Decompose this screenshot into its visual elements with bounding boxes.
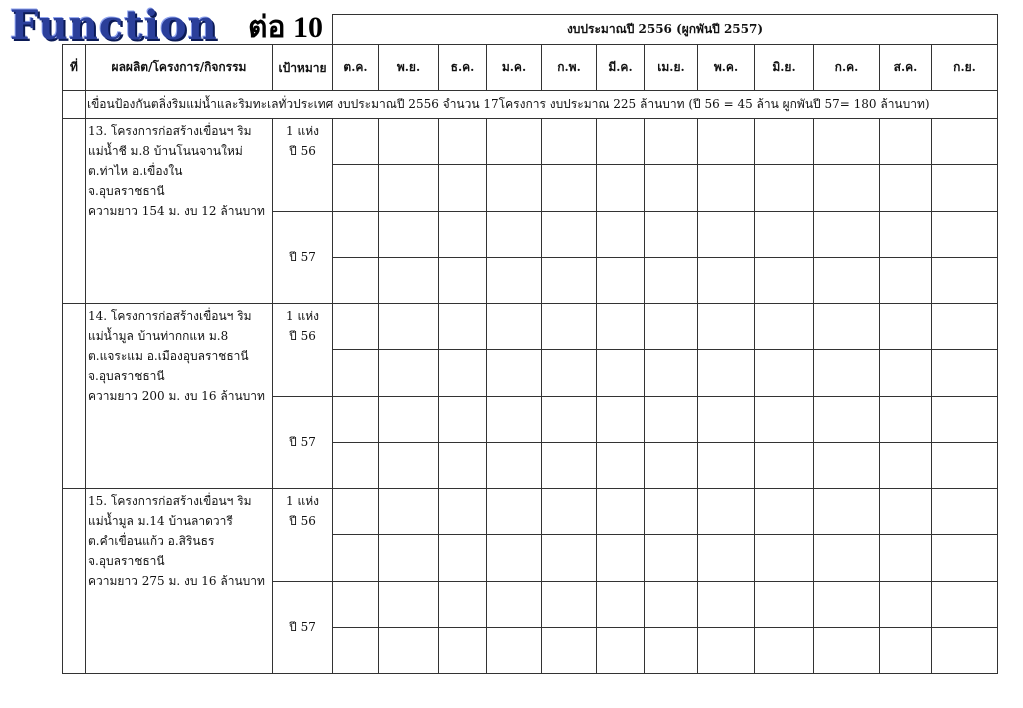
month-cell <box>542 304 597 350</box>
month-cell <box>645 212 698 258</box>
project-no-cell <box>63 119 86 304</box>
target-year-57: ปี 57 <box>273 397 333 489</box>
project-target-56 <box>273 119 333 212</box>
month-cell <box>597 304 645 350</box>
month-cell <box>542 582 597 628</box>
month-cell <box>379 535 439 582</box>
month-cell <box>932 165 998 212</box>
header-target: เป้าหมาย <box>273 45 333 91</box>
month-cell <box>932 258 998 304</box>
month-cell <box>379 397 439 443</box>
month-cell <box>645 350 698 397</box>
month-cell <box>932 397 998 443</box>
month-cell <box>880 350 932 397</box>
header-blank <box>63 15 333 45</box>
month-cell <box>487 119 542 165</box>
month-cell <box>698 165 755 212</box>
month-cell <box>932 119 998 165</box>
table-row <box>63 119 998 165</box>
month-cell <box>487 350 542 397</box>
month-header: มี.ค. <box>597 45 645 91</box>
project-line: 13. โครงการก่อสร้างเขื่อนฯ ริม <box>88 124 252 138</box>
month-cell <box>755 304 814 350</box>
month-cell <box>597 165 645 212</box>
month-cell <box>439 397 487 443</box>
project-line: แม่น้ำมูล ม.14 บ้านลาดวารี <box>88 514 233 528</box>
month-cell <box>645 628 698 674</box>
month-cell <box>542 443 597 489</box>
month-cell <box>645 397 698 443</box>
month-cell <box>379 350 439 397</box>
header-no: ที่ <box>63 45 86 91</box>
month-cell <box>698 628 755 674</box>
month-header: เม.ย. <box>645 45 698 91</box>
month-cell <box>880 119 932 165</box>
month-cell <box>542 212 597 258</box>
month-cell <box>698 212 755 258</box>
month-cell <box>755 212 814 258</box>
month-cell <box>333 397 379 443</box>
target-amount: 1 แห่ง <box>286 309 319 323</box>
month-cell <box>814 397 880 443</box>
month-cell <box>333 350 379 397</box>
project-target-56 <box>273 304 333 397</box>
month-cell <box>755 582 814 628</box>
month-cell <box>439 258 487 304</box>
month-cell <box>487 397 542 443</box>
month-cell <box>755 165 814 212</box>
month-header: มิ.ย. <box>755 45 814 91</box>
month-cell <box>487 535 542 582</box>
month-cell <box>698 443 755 489</box>
project-line: แม่น้ำมูล บ้านท่ากกแห ม.8 <box>88 329 229 343</box>
month-cell <box>597 628 645 674</box>
month-cell <box>814 489 880 535</box>
month-cell <box>932 212 998 258</box>
month-cell <box>755 397 814 443</box>
month-cell <box>880 304 932 350</box>
month-cell <box>932 350 998 397</box>
month-cell <box>439 535 487 582</box>
slide-subtitle: ต่อ 10 <box>248 11 323 44</box>
project-description <box>86 304 273 489</box>
month-cell <box>379 582 439 628</box>
project-line: จ.อุบลราชธานี <box>88 369 165 383</box>
project-line: 14. โครงการก่อสร้างเขื่อนฯ ริม <box>88 309 252 323</box>
month-cell <box>814 212 880 258</box>
month-cell <box>755 258 814 304</box>
month-cell <box>542 165 597 212</box>
target-year-57: ปี 57 <box>273 582 333 674</box>
month-header: พ.ย. <box>379 45 439 91</box>
header-output: ผลผลิต/โครงการ/กิจกรรม <box>86 45 273 91</box>
month-cell <box>698 119 755 165</box>
month-cell <box>487 443 542 489</box>
month-header: ธ.ค. <box>439 45 487 91</box>
month-header: พ.ค. <box>698 45 755 91</box>
month-cell <box>542 628 597 674</box>
month-cell <box>487 165 542 212</box>
month-cell <box>379 443 439 489</box>
project-description <box>86 119 273 304</box>
month-cell <box>755 443 814 489</box>
project-line: จ.อุบลราชธานี <box>88 554 165 568</box>
month-cell <box>333 628 379 674</box>
month-cell <box>333 582 379 628</box>
project-description <box>86 489 273 674</box>
target-year-56: ปี 56 <box>289 329 316 343</box>
month-cell <box>487 258 542 304</box>
month-cell <box>333 304 379 350</box>
month-cell <box>814 350 880 397</box>
month-cell <box>698 397 755 443</box>
target-year-56: ปี 56 <box>289 514 316 528</box>
project-line: แม่น้ำชี ม.8 บ้านโนนจานใหม่ <box>88 144 243 158</box>
month-header: ก.ย. <box>932 45 998 91</box>
month-cell <box>379 304 439 350</box>
month-cell <box>542 119 597 165</box>
month-cell <box>597 582 645 628</box>
month-cell <box>333 165 379 212</box>
month-cell <box>597 258 645 304</box>
project-line: ความยาว 154 ม. งบ 12 ล้านบาท <box>88 204 265 218</box>
month-cell <box>439 582 487 628</box>
month-cell <box>439 165 487 212</box>
month-cell <box>439 628 487 674</box>
month-cell <box>755 489 814 535</box>
month-header: ก.พ. <box>542 45 597 91</box>
target-year-57: ปี 57 <box>273 212 333 304</box>
month-cell <box>333 535 379 582</box>
month-cell <box>597 443 645 489</box>
month-cell <box>597 350 645 397</box>
month-cell <box>542 397 597 443</box>
month-cell <box>333 258 379 304</box>
month-cell <box>880 165 932 212</box>
month-cell <box>645 535 698 582</box>
project-line: ความยาว 200 ม. งบ 16 ล้านบาท <box>88 389 265 403</box>
month-cell <box>755 119 814 165</box>
month-cell <box>487 489 542 535</box>
month-cell <box>379 165 439 212</box>
month-cell <box>439 489 487 535</box>
month-cell <box>755 535 814 582</box>
month-cell <box>487 582 542 628</box>
project-no-cell <box>63 304 86 489</box>
project-line: จ.อุบลราชธานี <box>88 184 165 198</box>
schedule-table <box>62 14 998 674</box>
month-cell <box>698 350 755 397</box>
target-amount: 1 แห่ง <box>286 494 319 508</box>
month-cell <box>597 489 645 535</box>
month-cell <box>880 535 932 582</box>
month-cell <box>542 489 597 535</box>
month-cell <box>814 119 880 165</box>
month-cell <box>932 535 998 582</box>
month-cell <box>379 258 439 304</box>
month-cell <box>814 628 880 674</box>
month-cell <box>645 489 698 535</box>
month-cell <box>814 582 880 628</box>
month-cell <box>379 489 439 535</box>
month-cell <box>698 304 755 350</box>
target-year-56: ปี 56 <box>289 144 316 158</box>
section-note: เขื่อนป้องกันตลิ่งริมแม่น้ำและริมทะเลทั่วประเทศ งบประมาณปี 2556 จำนวน 17โครงการ งบประมาณ 225 ล้านบาท (ปี 56 = 45 ล้าน ผูกพันปี 57= 180 ล้านบาท) <box>86 91 998 119</box>
month-cell <box>814 443 880 489</box>
note-no-cell <box>63 91 86 119</box>
month-cell <box>755 628 814 674</box>
month-header: ก.ค. <box>814 45 880 91</box>
month-cell <box>333 119 379 165</box>
month-cell <box>379 119 439 165</box>
schedule-body <box>63 15 998 674</box>
month-cell <box>880 628 932 674</box>
month-cell <box>880 397 932 443</box>
month-cell <box>487 212 542 258</box>
month-cell <box>333 212 379 258</box>
month-cell <box>333 443 379 489</box>
month-cell <box>698 535 755 582</box>
month-cell <box>379 212 439 258</box>
month-cell <box>487 304 542 350</box>
month-cell <box>439 304 487 350</box>
month-cell <box>439 350 487 397</box>
month-cell <box>698 258 755 304</box>
project-no-cell <box>63 489 86 674</box>
month-cell <box>814 165 880 212</box>
month-cell <box>333 489 379 535</box>
month-cell <box>880 258 932 304</box>
month-cell <box>542 350 597 397</box>
month-header: ต.ค. <box>333 45 379 91</box>
slide-title: Function <box>10 2 218 49</box>
month-header: ส.ค. <box>880 45 932 91</box>
month-cell <box>645 119 698 165</box>
target-amount: 1 แห่ง <box>286 124 319 138</box>
month-cell <box>439 443 487 489</box>
month-cell <box>439 119 487 165</box>
month-cell <box>645 443 698 489</box>
month-cell <box>645 582 698 628</box>
project-line: 15. โครงการก่อสร้างเขื่อนฯ ริม <box>88 494 252 508</box>
month-cell <box>814 304 880 350</box>
month-cell <box>880 489 932 535</box>
month-cell <box>542 535 597 582</box>
month-cell <box>597 535 645 582</box>
month-cell <box>698 582 755 628</box>
month-cell <box>880 582 932 628</box>
month-cell <box>542 258 597 304</box>
table-row <box>63 304 998 350</box>
month-cell <box>439 212 487 258</box>
month-cell <box>932 582 998 628</box>
month-cell <box>645 304 698 350</box>
month-cell <box>880 212 932 258</box>
table-row <box>63 489 998 535</box>
month-cell <box>597 119 645 165</box>
month-cell <box>698 489 755 535</box>
project-line: ต.แจระแม อ.เมืองอุบลราชธานี <box>88 349 249 363</box>
month-cell <box>932 304 998 350</box>
budget-title: งบประมาณปี 2556 (ผูกพันปี 2557) <box>333 15 998 45</box>
month-cell <box>814 535 880 582</box>
project-line: ความยาว 275 ม. งบ 16 ล้านบาท <box>88 574 265 588</box>
month-cell <box>814 258 880 304</box>
month-cell <box>645 165 698 212</box>
month-cell <box>597 397 645 443</box>
month-cell <box>597 212 645 258</box>
month-cell <box>880 443 932 489</box>
month-cell <box>932 628 998 674</box>
project-line: ต.คำเขื่อนแก้ว อ.สิรินธร <box>88 534 215 548</box>
month-cell <box>487 628 542 674</box>
month-cell <box>932 443 998 489</box>
month-cell <box>379 628 439 674</box>
month-header: ม.ค. <box>487 45 542 91</box>
month-cell <box>932 489 998 535</box>
month-cell <box>755 350 814 397</box>
project-target-56 <box>273 489 333 582</box>
month-cell <box>645 258 698 304</box>
project-line: ต.ท่าไห อ.เขื่องใน <box>88 164 183 178</box>
